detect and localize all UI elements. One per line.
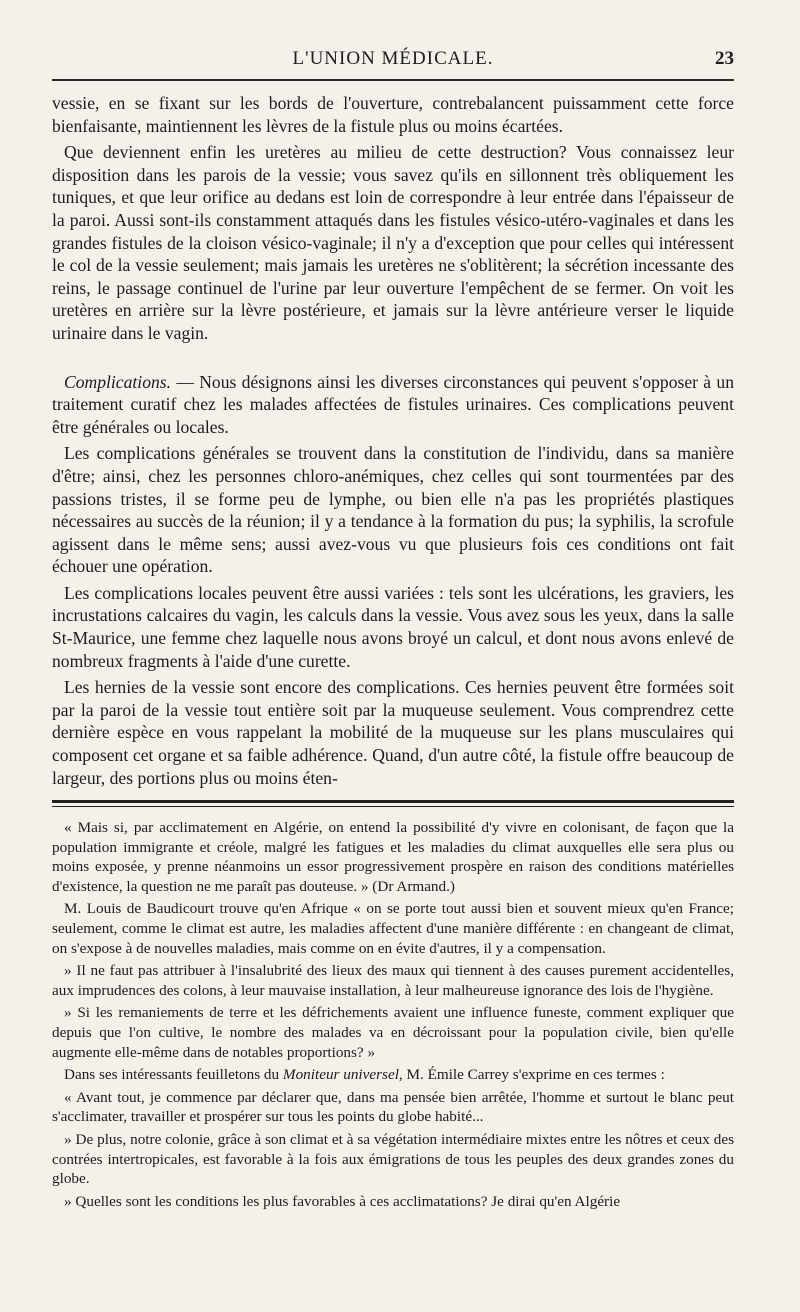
paragraph-2: Que deviennent enfin les uretères au milieu de cette destruction? Vous connaissez leur disposition dans les parois de la vessie; vous savez qu'ils en sillonnent très obliquement les tuniques, et que leur orifice au dedans est loin de correspondre à leur entrée dans l'épaisseur de la paroi. Aussi sont-ils constamment attaqués dans les fistules vésico-utéro-vaginales et dans les grandes fistules de la cloison vésico-vaginale; il n'y a d'exception que pour celles qui intéressent le col de la vessie seulement; mais jamais les uretères ne s'oblitèrent; la sécrétion incessante des reins, le passage continuel de l'urine par leur ouverture l'empêchent de se fermer. On voit les uretères en arrière sur la lèvre postérieure, et jamais sur la lèvre antérieure verser le liquide urinaire dans le vagin.	[52, 142, 734, 343]
footnote-rule	[52, 800, 734, 807]
page-number: 23	[715, 48, 734, 69]
feuilleton-notes	[52, 818, 734, 1214]
note-paragraph-7: » De plus, notre colonie, grâce à son climat et à sa végétation intermédiaire mixtes entre les nôtres et ceux des contrées intertropicales, est favorable à la fois aux émigrations de tous les peuples des deux grandes zones du globe.	[52, 1130, 734, 1188]
paragraph-complications	[52, 371, 734, 439]
running-title: L'UNION MÉDICALE.	[292, 48, 494, 69]
paragraph-5: Les complications locales peuvent être aussi variées : tels sont les ulcérations, les graviers, les incrustations calcaires du vagin, les calculs dans la vessie. Vous avez sous les yeux, dans la salle St-Maurice, une femme chez laquelle nous avons broyé un calcul, et dont nous avons enlevé de nombreux fragments à l'aide d'une curette.	[52, 582, 734, 671]
paragraph-6: Les hernies de la vessie sont encore des complications. Ces hernies peuvent être formées soit par la paroi de la vessie tout entière soit par la muqueuse seulement. Vous comprendrez cette dernière espèce en vous rappelant la mobilité de la muqueuse sur les plans musculaires qui composent cet organe et sa faible adhérence. Quand, d'un autre côté, la fistule offre beaucoup de largeur, des portions plus ou moins éten-	[52, 677, 734, 788]
note-paragraph-6: « Avant tout, je commence par déclarer que, dans ma pensée bien arrêtée, l'homme et surtout le blanc peut s'acclimater, travailler et prospérer sur tous les points du globe habité...	[52, 1088, 734, 1126]
note-paragraph-5	[52, 1065, 734, 1085]
note-paragraph-8: » Quelles sont les conditions les plus favorables à ces acclimatations? Je dirai qu'en Algérie	[64, 1192, 621, 1210]
paragraph-4: Les complications générales se trouvent dans la constitution de l'individu, dans sa manière d'être; ainsi, chez les personnes chloro-anémiques, chez celles qui sont tourmentées par des passions tristes, il se forme peu de lymphe, ou bien elle n'a pas les propriétés plastiques nécessaires au succès de la réunion; il y a tendance à la formation du pus; la syphilis, la scrofule agissent dans le même sens; aussi avez-vous vu que plusieurs fois ces conditions ont fait échouer une opération.	[52, 443, 734, 577]
page-header	[52, 40, 734, 80]
note-paragraph-2: M. Louis de Baudicourt trouve qu'en Afrique « on se porte tout aussi bien et souvent mieux qu'en France; seulement, comme le climat est autre, les maladies affectent d'une manière différente : en changeant de climat, on s'expose à de nouvelles maladies, mais comme on en évite d'autres, il y a compensation.	[52, 900, 734, 957]
note-5-after: M. Émile Carrey s'exprime en ces termes :	[402, 1066, 665, 1084]
section-heading: Complications.	[64, 371, 172, 392]
note-paragraph-1: « Mais si, par acclimatement en Algérie, on entend la possibilité d'y vivre en colonisant, de façon que la population immigrante et créole, malgré les fatigues et les maladies du climat auxquelles elle sera plus ou moins exposée, y prenne néanmoins un essor progressivement prospère en raison des conditions matérielles d'existence, la question ne me paraît pas douteuse. » (Dr Armand.)	[52, 819, 734, 895]
section-body: — Nous désignons ainsi les diverses circonstances qui peuvent s'opposer à un traitement curatif chez les malades affectées de fistules urinaires. Ces complications peuvent être générales ou locales.	[52, 371, 734, 437]
moniteur-title: Moniteur universel,	[282, 1066, 403, 1084]
header-rule	[52, 79, 734, 81]
note-5-before: Dans ses intéressants feuilletons du	[64, 1066, 283, 1084]
note-paragraph-4: » Si les remaniements de terre et les défrichements avaient une influence funeste, comment expliquer que depuis que l'on cultive, le nombre des malades va en décroissant pour la population civile, bien qu'elle augmente elle-même dans de notables proportions? »	[52, 1004, 734, 1061]
note-paragraph-3: » Il ne faut pas attribuer à l'insalubrité des lieux des maux qui tiennent à des causes purement accidentelles, aux imprudences des colons, à leur mauvaise installation, à leur malheureuse ignorance des lois de l'hygiène.	[52, 962, 734, 999]
paragraph-1: vessie, en se fixant sur les bords de l'ouverture, contrebalancent puissamment cette force bienfaisante, maintiennent les lèvres de la fistule plus ou moins écartées.	[52, 93, 734, 136]
main-text	[52, 92, 734, 793]
